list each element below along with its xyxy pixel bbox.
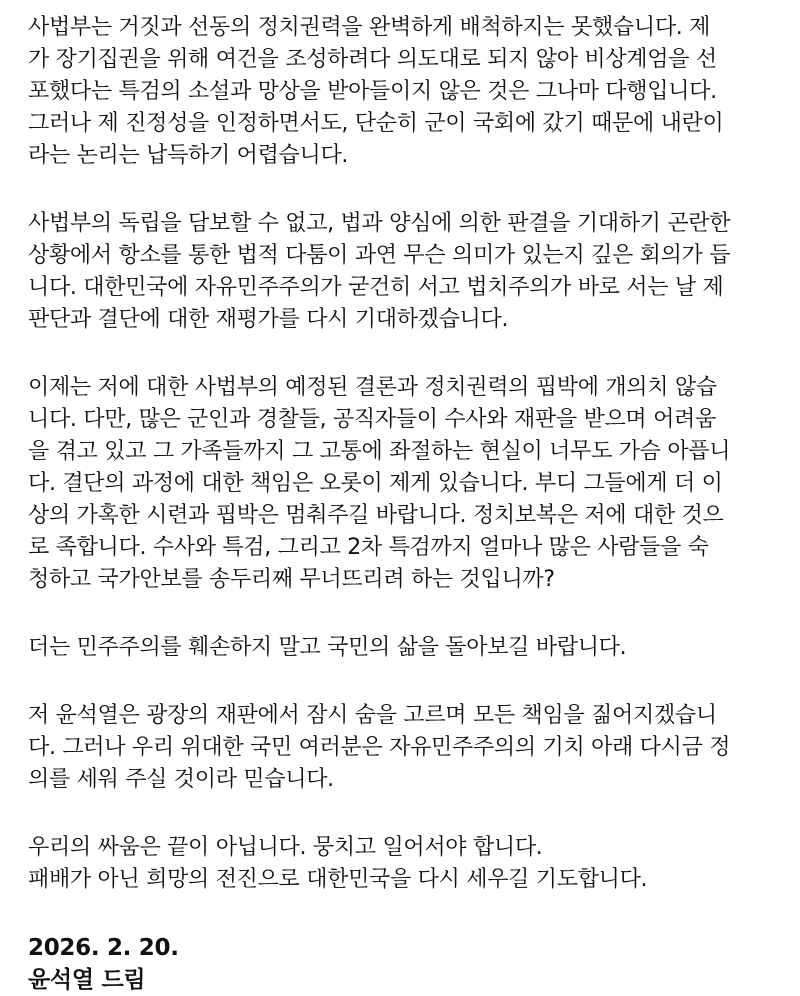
- signature-date: 2026. 2. 20.: [28, 935, 179, 961]
- text-line: 상의 가혹한 시련과 핍박은 멈춰주길 바랍니다. 정치보복은 저에 대한 것으: [28, 503, 724, 528]
- text-line: 니다. 다만, 많은 군인과 경찰들, 공직자들이 수사와 재판을 받으며 어려움: [28, 407, 716, 432]
- paragraph-3: [28, 372, 780, 596]
- text-line: 니다. 대한민국에 자유민주주의가 굳건히 서고 법치주의가 바로 서는 날 제: [28, 275, 724, 300]
- signature-name: 윤석열 드림: [28, 967, 146, 993]
- text-line: 가 장기집권을 위해 여건을 조성하려다 의도대로 되지 않아 비상계엄을 선: [28, 47, 717, 72]
- paragraph-5: [28, 700, 780, 796]
- text-line: 상황에서 항소를 통한 법적 다툼이 과연 무슨 의미가 있는지 깊은 회의가 듭: [28, 243, 731, 268]
- text-line: 로 족합니다. 수사와 특검, 그리고 2차 특검까지 얼마나 많은 사람들을 숙: [28, 535, 709, 560]
- paragraph-1: [28, 12, 780, 172]
- text-line: 포했다는 특검의 소설과 망상을 받아들이지 않은 것은 그나마 다행입니다.: [28, 79, 717, 104]
- text-line: 청하고 국가안보를 송두리째 무너뜨리려 하는 것입니까?: [28, 567, 555, 592]
- text-line: 이제는 저에 대한 사법부의 예정된 결론과 정치권력의 핍박에 개의치 않습: [28, 375, 717, 400]
- paragraph-4: [28, 632, 780, 664]
- text-line: 다. 결단의 과정에 대한 책임은 오롯이 제게 있습니다. 부디 그들에게 더 이: [28, 471, 723, 496]
- text-line: 그러나 제 진정성을 인정하면서도, 단순히 군이 국회에 갔기 때문에 내란이: [28, 111, 724, 136]
- text-line: 다. 그러나 우리 위대한 국민 여러분은 자유민주주의의 기치 아래 다시금 정: [28, 735, 731, 760]
- text-line: 패배가 아닌 희망의 전진으로 대한민국을 다시 세우길 기도합니다.: [28, 867, 648, 892]
- text-line: 더는 민주주의를 훼손하지 말고 국민의 삶을 돌아보길 바랍니다.: [28, 635, 627, 660]
- text-line: 저 윤석열은 광장의 재판에서 잠시 숨을 고르며 모든 책임을 짊어지겠습니: [28, 703, 717, 728]
- text-line: 사법부는 거짓과 선동의 정치권력을 완벽하게 배척하지는 못했습니다. 제: [28, 15, 711, 40]
- letter-document: [28, 12, 780, 996]
- signature-block: [28, 932, 780, 996]
- text-line: 사법부의 독립을 담보할 수 없고, 법과 양심에 의한 판결을 기대하기 곤란한: [28, 211, 731, 236]
- paragraph-2: [28, 208, 780, 336]
- text-line: 판단과 결단에 대한 재평가를 다시 기대하겠습니다.: [28, 307, 509, 332]
- paragraph-6: [28, 832, 780, 896]
- text-line: 의를 세워 주실 것이라 믿습니다.: [28, 767, 334, 792]
- text-line: 을 겪고 있고 그 가족들까지 그 고통에 좌절하는 현실이 너무도 가슴 아픕니: [28, 439, 731, 464]
- text-line: 라는 논리는 납득하기 어렵습니다.: [28, 143, 349, 168]
- text-line: 우리의 싸움은 끝이 아닙니다. 뭉치고 일어서야 합니다.: [28, 835, 543, 860]
